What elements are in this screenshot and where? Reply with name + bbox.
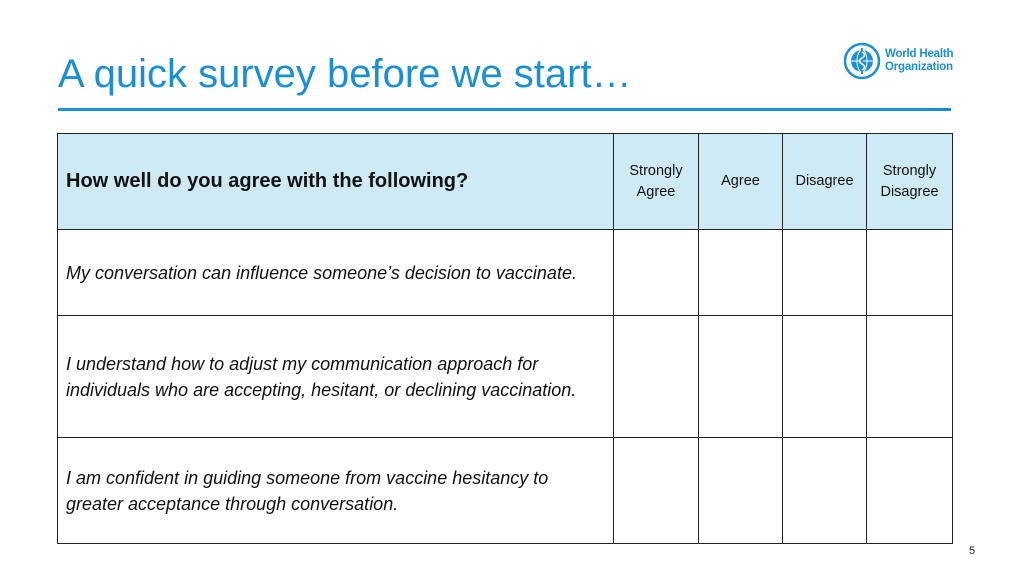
response-cell-agree[interactable] — [699, 438, 783, 544]
response-cell-strongly-agree[interactable] — [614, 438, 699, 544]
survey-question: How well do you agree with the following? — [58, 134, 614, 230]
survey-table — [57, 133, 953, 544]
response-cell-strongly-agree[interactable] — [614, 230, 699, 316]
option-strongly-disagree: Strongly Disagree — [867, 134, 953, 230]
survey-header-row — [58, 134, 953, 230]
option-strongly-agree: Strongly Agree — [614, 134, 699, 230]
statement-text: I understand how to adjust my communication approach for individuals who are accepting, hesitant, or declining vaccination. — [58, 316, 614, 438]
response-cell-disagree[interactable] — [783, 230, 867, 316]
page-number: 5 — [969, 545, 976, 557]
response-cell-strongly-disagree[interactable] — [867, 230, 953, 316]
response-cell-agree[interactable] — [699, 316, 783, 438]
title-underline — [58, 108, 951, 111]
response-cell-disagree[interactable] — [783, 438, 867, 544]
who-logo — [843, 42, 958, 80]
response-cell-strongly-disagree[interactable] — [867, 316, 953, 438]
statement-row — [58, 438, 953, 544]
response-cell-disagree[interactable] — [783, 316, 867, 438]
statement-row — [58, 230, 953, 316]
logo-text-line1: World Health — [885, 48, 954, 60]
response-cell-agree[interactable] — [699, 230, 783, 316]
option-agree: Agree — [699, 134, 783, 230]
statement-row — [58, 316, 953, 438]
un-emblem-icon — [843, 42, 881, 80]
response-cell-strongly-agree[interactable] — [614, 316, 699, 438]
statement-text: I am confident in guiding someone from vaccine hesitancy to greater acceptance through conversation. — [58, 438, 614, 544]
logo-text-line2: Organization — [885, 61, 953, 73]
statement-text: My conversation can influence someone’s decision to vaccinate. — [58, 230, 614, 316]
slide-title: A quick survey before we start… — [58, 52, 632, 96]
response-cell-strongly-disagree[interactable] — [867, 438, 953, 544]
option-disagree: Disagree — [783, 134, 867, 230]
